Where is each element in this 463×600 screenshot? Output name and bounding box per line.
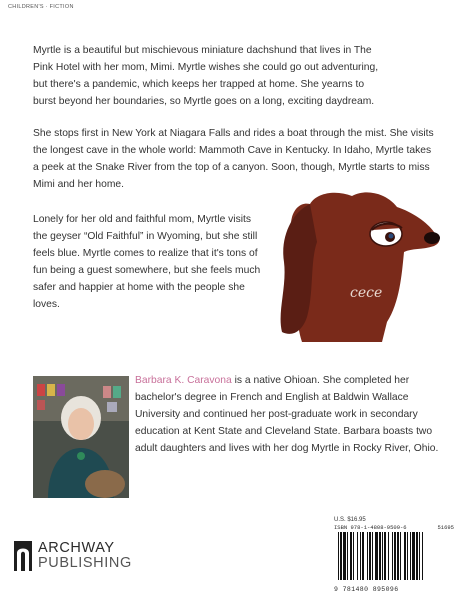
author-name: Barbara K. Caravona	[135, 375, 232, 386]
author-photo	[33, 376, 129, 498]
barcode-block	[334, 517, 454, 593]
author-bio-text: is a native Ohioan. She completed her bachelor's degree in French and English at Baldwin Wallace University and continued her post-graduate work in secondary education at Kent State and Cleveland State. Barbara boasts two adult daughters and lives with her dog Myrtle in Rocky River, Ohio.	[135, 375, 439, 454]
description-paragraph-1: Myrtle is a beautiful but mischievous miniature dachshund that lives in The Pink Hotel with her mom, Mimi. Myrtle wishes she could go out adventuring, but there's a pandemic, which keeps her trapped at home. She yearns to burst beyond her boundaries, so Myrtle goes on a long, exciting daydream.	[33, 45, 379, 107]
category-label: CHILDREN'S · FICTION	[8, 4, 74, 10]
publisher-name-line1: ARCHWAY	[38, 540, 115, 556]
archway-logo-icon	[14, 541, 32, 571]
description-paragraph-2: She stops first in New York at Niagara Falls and rides a boat through the mist. She visits the longest cave in the whole world: Mammoth Cave in Kentucky. In Idaho, Myrtle takes a peek at the Snake River from the top of a canyon. Soon, though, Myrtle starts to miss Mimi and her home.	[33, 128, 434, 190]
description-paragraph-3: Lonely for her old and faithful mom, Myrtle visits the geyser “Old Faithful” in Wyoming, but she still feels blue. Myrtle comes to realize that it's tons of fun being a guest somewhere, but she feels much safer and happier at home with the people she loves.	[33, 214, 261, 310]
price-code: 51695	[437, 524, 454, 531]
dachshund-illustration	[262, 192, 447, 342]
author-bio	[135, 372, 440, 457]
barcode-number: 9 781480 895096	[334, 586, 399, 593]
isbn-number: ISBN 978-1-4808-9509-6	[334, 524, 407, 531]
barcode-graphic	[334, 532, 450, 580]
price-label: U.S. $16.95	[334, 517, 366, 523]
publisher-name-line2: PUBLISHING	[38, 555, 132, 571]
publisher-logo	[14, 541, 132, 571]
isbn-label	[334, 524, 454, 531]
collar-text: cece	[350, 285, 383, 301]
